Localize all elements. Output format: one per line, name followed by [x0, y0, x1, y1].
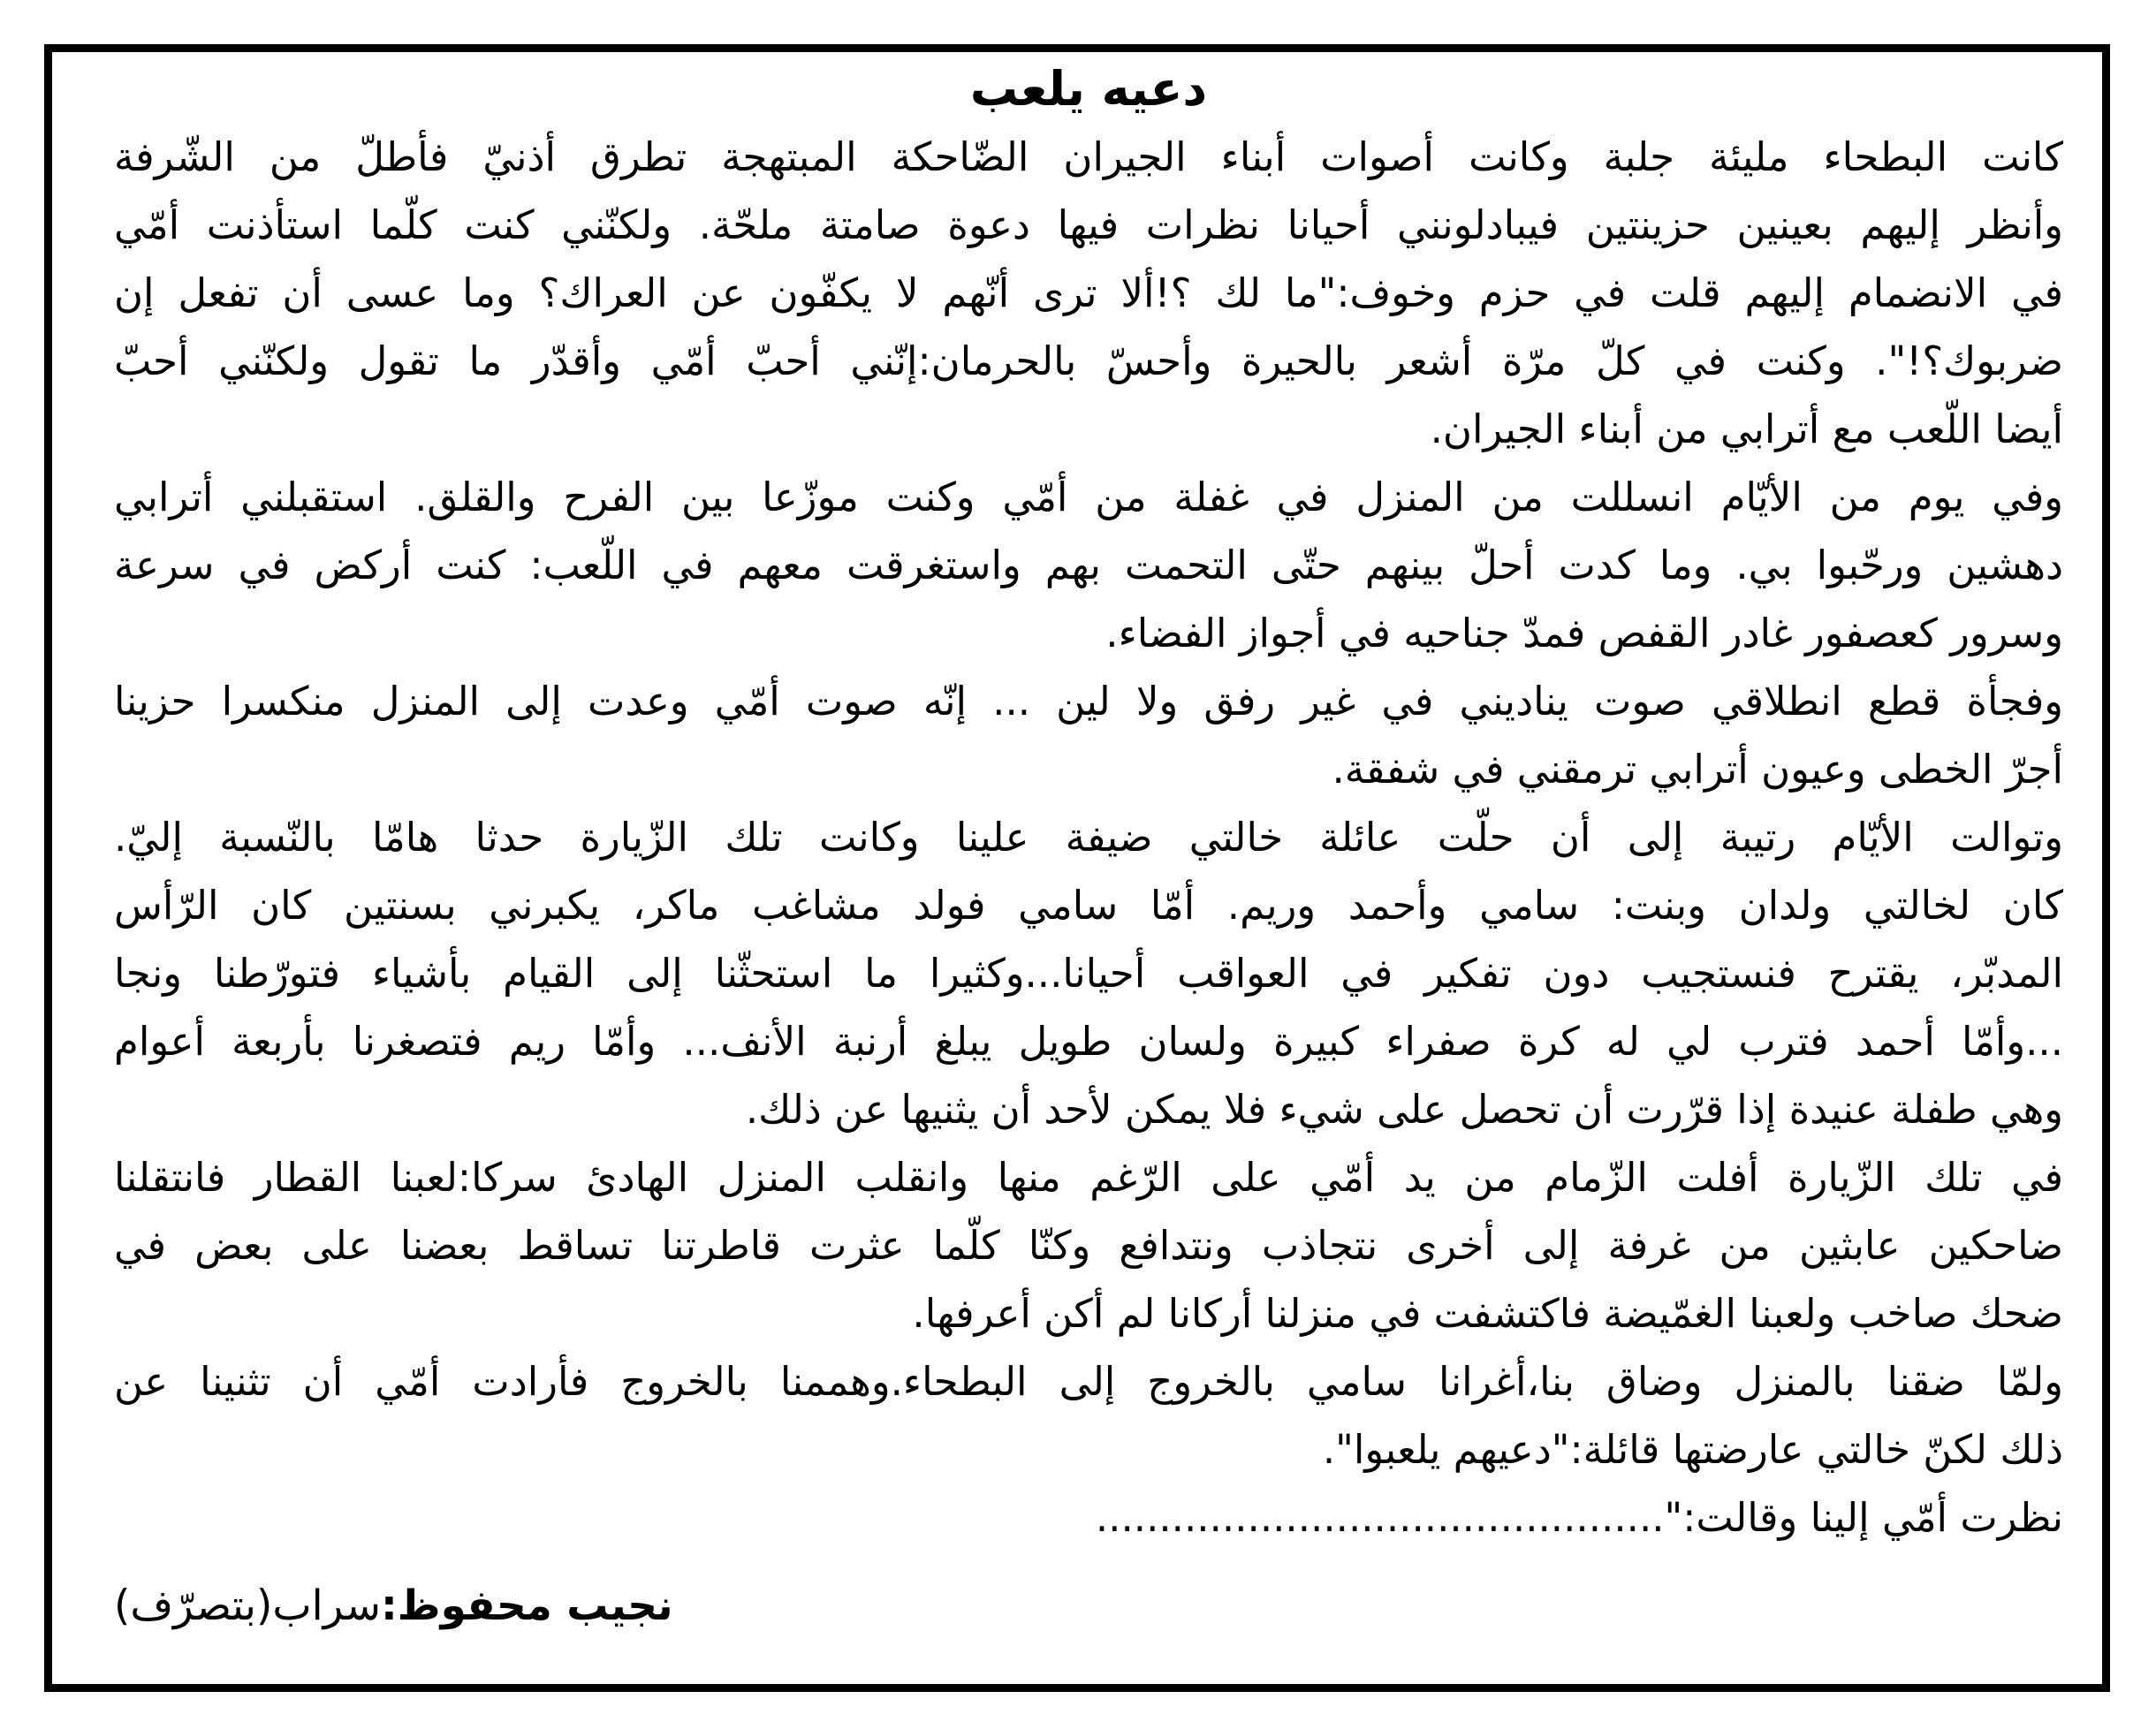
text-line: وهي طفلة عنيدة إذا قرّرت أن تحصل على شيء فلا يمكن لأحد أن يثنيها عن ذلك.	[745, 1086, 2063, 1133]
text-line: وتوالت الأيّام رتيبة إلى أن حلّت عائلة خالتي ضيفة علينا وكانت تلك الزّيارة حدثا هامّا بالنّسبة إليّ.	[114, 814, 2063, 861]
document-title: دعيه يلعب	[969, 61, 1208, 117]
text-line: وفي يوم من الأيّام انسللت من المنزل في غفلة من أمّي وكنت موزّعا بين الفرح والقلق. استقبلني أترابي	[114, 474, 2063, 520]
attribution-line	[114, 1571, 2063, 1642]
text-line: في الانضمام إليهم قلت في حزم وخوف:"ما لك ؟!ألا ترى أنّهم لا يكفّون عن العراك؟ وما عسى أن تفعل إن	[114, 269, 2063, 316]
text-line: في تلك الزّيارة أفلت الزّمام من يد أمّي على الرّغم منها وانقلب المنزل الهادئ سركا:لعبنا القطار فانتقلنا	[114, 1154, 2063, 1201]
text-line: ضحك صاخب ولعبنا الغمّيضة فاكتشفت في منزلنا أركانا لم أكن أعرفها.	[912, 1290, 2063, 1337]
text-line: المدبّر، يقترح فنستجيب دون تفكير في العواقب أحيانا...وكثيرا ما استحثّنا إلى القيام بأشياء فتورّطنا ونجا	[114, 950, 2063, 997]
text-line: ...وأمّا أحمد فترب لي له كرة صفراء كبيرة ولسان طويل يبلغ أرنبة الأنف... وأمّا ريم فتصغرنا بأربعة أعوام	[114, 1018, 2063, 1065]
text-line: دهشين ورحّبوا بي. وما كدت أحلّ بينهم حتّى التحمت بهم واستغرقت معهم في اللّعب: كنت أركض في سرعة	[114, 542, 2063, 588]
text-line: نظرت أمّي إلينا وقالت:".............................................	[1095, 1494, 2063, 1541]
text-line: كانت البطحاء مليئة جلبة وكانت أصوات أبناء الجيران الضّاحكة المبتهجة تطرق أذنيّ فأطلّ من الشّرفة	[114, 133, 2063, 180]
text-line: ضاحكين عابثين من غرفة إلى أخرى نتجاذب ونتدافع وكنّا كلّما عثرت قاطرتنا تساقط بعضنا على بعض في	[114, 1222, 2063, 1269]
text-line: وأنظر إليهم بعينين حزينتين فيبادلونني أحيانا نظرات فيها دعوة صامتة ملحّة. ولكنّني كنت كلّما استأذنت أمّي	[114, 201, 2063, 248]
author-name: نجيب محفوظ:	[380, 1582, 673, 1630]
text-line: وفجأة قطع انطلاقي صوت يناديني في غير رفق ولا لين ... إنّه صوت أمّي وعدت إلى المنزل منكسرا حزينا	[114, 678, 2063, 724]
text-line: ذلك لكنّ خالتي عارضتها قائلة:"دعيهم يلعبوا".	[1322, 1426, 2063, 1473]
text-line: أيضا اللّعب مع أترابي من أبناء الجيران.	[1430, 406, 2063, 452]
text-line: ضربوك؟!". وكنت في كلّ مرّة أشعر بالحيرة وأحسّ بالحرمان:إنّني أحبّ أمّي وأقدّر ما تقول ولكنّني أحبّ	[114, 338, 2063, 384]
text-line: أجرّ الخطى وعيون أترابي ترمقني في شفقة.	[1332, 746, 2063, 793]
text-line: وسرور كعصفور غادر القفص فمدّ جناحيه في أجواز الفضاء.	[1105, 610, 2063, 656]
text-line: ولمّا ضقنا بالمنزل وضاق بنا،أغرانا سامي بالخروج إلى البطحاء.وهممنا بالخروج فأرادت أمّي أن تثنينا عن	[114, 1358, 2063, 1405]
work-title: سراب(بتصرّف)	[114, 1582, 381, 1630]
document-body	[114, 123, 2063, 1551]
text-line: كان لخالتي ولدان وبنت: سامي وأحمد وريم. أمّا سامي فولد مشاغب ماكر، يكبرني بسنتين كان الرّأس	[114, 882, 2063, 929]
document-border	[44, 44, 2110, 1692]
